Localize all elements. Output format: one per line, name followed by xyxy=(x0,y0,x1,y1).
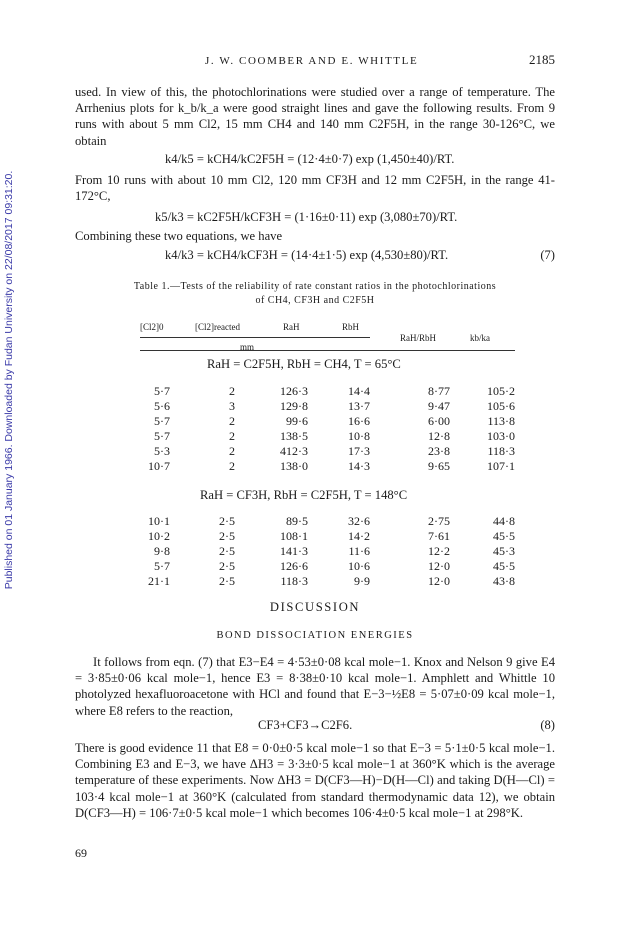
paragraph-discussion-1: It follows from eqn. (7) that E3−E4 = 4·53±0·08 kcal mole−1. Knox and Nelson 9 give E4 = 3·85±0·06 kcal mole−1, hence E3 = 8·38±0·10 kcal mole−1. Amphlett and Whittle 10 photolyzed hexafluoroacetone with HCl and found that E−3−½E8 = 5·07±0·09 kcal mole−1, where E8 refers to the reaction, xyxy=(75,655,555,718)
table-cell-cl2-reacted: 2·5 xyxy=(219,544,235,558)
download-notice xyxy=(2,150,16,610)
footer-page-number: 69 xyxy=(75,846,87,860)
download-notice-text: Published on 01 January 1966. Downloaded by Fudan University on 22/08/2017 09:31:20. xyxy=(3,170,15,590)
equation-8: CF3+CF3→C2F6. xyxy=(258,718,353,732)
table-cell-cl2-initial: 9·8 xyxy=(154,544,170,558)
equation-k4-k5: k4/k5 = kCH4/kC2F5H = (12·4±0·7) exp (1,450±40)/RT. xyxy=(165,152,455,166)
table-cell-kb-ka: 43·8 xyxy=(493,574,515,588)
col-header-cl2-reacted: [Cl2]reacted xyxy=(195,322,240,332)
section1-title: RaH = C2F5H, RbH = CH4, T = 65°C xyxy=(207,357,401,371)
table-cell-cl2-initial: 5·6 xyxy=(154,399,170,413)
equation-k5-k3: k5/k3 = kC2F5H/kCF3H = (1·16±0·11) exp (3,080±70)/RT. xyxy=(155,210,458,224)
table-cell-cl2-reacted: 2 xyxy=(229,384,235,398)
table-cell-ratio: 8·77 xyxy=(428,384,450,398)
table-cell-rbh: 10·8 xyxy=(348,429,370,443)
equation-number-8: (8) xyxy=(540,718,555,732)
table-caption-line2: of CH4, CF3H and C2F5H xyxy=(255,295,375,306)
table-cell-ratio: 12·0 xyxy=(428,574,450,588)
paragraph-cf3h-runs: From 10 runs with about 10 mm Cl2, 120 mm CF3H and 12 mm C2F5H, in the range 41-172°C, xyxy=(75,173,555,204)
table-cell-rah: 141·3 xyxy=(280,544,308,558)
table-cell-rah: 99·6 xyxy=(286,414,308,428)
table-cell-ratio: 6·00 xyxy=(428,414,450,428)
table-top-rule xyxy=(140,350,515,351)
table-cell-kb-ka: 45·5 xyxy=(493,559,515,573)
table-cell-rah: 108·1 xyxy=(280,529,308,543)
table-cell-ratio: 12·0 xyxy=(428,559,450,573)
paragraph-combining: Combining these two equations, we have xyxy=(75,229,283,243)
table-cell-cl2-reacted: 2·5 xyxy=(219,514,235,528)
table-cell-rbh: 32·6 xyxy=(348,514,370,528)
table-cell-cl2-initial: 5·3 xyxy=(154,444,170,458)
col-header-rah: RaH xyxy=(283,322,300,332)
table-cell-ratio: 9·65 xyxy=(428,459,450,473)
table-cell-ratio: 9·47 xyxy=(428,399,450,413)
table-cell-rah: 412·3 xyxy=(280,444,308,458)
table-cell-rah: 89·5 xyxy=(286,514,308,528)
table-cell-kb-ka: 44·8 xyxy=(493,514,515,528)
table-cell-kb-ka: 105·6 xyxy=(487,399,515,413)
table-cell-rah: 129·8 xyxy=(280,399,308,413)
table-cell-rbh: 14·2 xyxy=(348,529,370,543)
table-cell-kb-ka: 113·8 xyxy=(487,414,515,428)
table-cell-kb-ka: 118·3 xyxy=(487,444,515,458)
table-cell-rbh: 16·6 xyxy=(348,414,370,428)
table-cell-cl2-reacted: 2·5 xyxy=(219,574,235,588)
table-cell-ratio: 23·8 xyxy=(428,444,450,458)
col-header-cl2-initial: [Cl2]0 xyxy=(140,322,164,332)
table-cell-kb-ka: 45·3 xyxy=(493,544,515,558)
table-caption xyxy=(75,280,555,308)
table-cell-rbh: 14·3 xyxy=(348,459,370,473)
table-cell-kb-ka: 103·0 xyxy=(487,429,515,443)
table-caption-line1: Table 1.—Tests of the reliability of rate constant ratios in the photochlorinations xyxy=(133,281,497,292)
equation-number-7: (7) xyxy=(540,248,555,262)
table-cell-cl2-initial: 10·1 xyxy=(148,514,170,528)
table-cell-ratio: 7·61 xyxy=(428,529,450,543)
col-header-kb-ka: kb/ka xyxy=(470,333,490,343)
table-cell-cl2-initial: 5·7 xyxy=(154,429,170,443)
table-cell-cl2-reacted: 2 xyxy=(229,429,235,443)
bond-energies-subheading: BOND DISSOCIATION ENERGIES xyxy=(216,630,414,641)
table-cell-rbh: 11·6 xyxy=(348,544,370,558)
table-cell-cl2-initial: 5·7 xyxy=(154,559,170,573)
paragraph-intro: used. In view of this, the photochlorinations were studied over a range of temperature. The Arrhenius plots for k_b/k_a were good straight lines and gave the following results. From 9 runs with about 5 mm Cl2, 15 mm CH4 and 140 mm C2F5H, in the range 30-126°C, we obtain xyxy=(75,85,555,148)
header-authors: J. W. COOMBER AND E. WHITTLE xyxy=(205,55,419,67)
table-cell-cl2-reacted: 2 xyxy=(229,444,235,458)
table-cell-rah: 126·3 xyxy=(280,384,308,398)
header-rule xyxy=(140,337,370,338)
paragraph-discussion-2: There is good evidence 11 that E8 = 0·0±0·5 kcal mole−1 so that E−3 = 5·1±0·5 kcal mole−1. Combining E3 and E−3, we have ΔH3 = 3·3±0·5 kcal mole−1 at 360°K which is the average temperature of these experiments. Now ΔH3 = D(CF3—H)−D(H—Cl) and taking D(H—Cl) = 103·4 kcal mole−1 at 360°K (calculated from standard thermodynamic data 12), we obtain D(CF3—H) = 106·7±0·5 kcal mole−1 which becomes 106·4±0·5 kcal mole−1 at 298°K. xyxy=(75,741,555,820)
table-cell-cl2-reacted: 3 xyxy=(229,399,235,413)
table-cell-cl2-initial: 10·2 xyxy=(148,529,170,543)
table-cell-rbh: 10·6 xyxy=(348,559,370,573)
col-header-rbh: RbH xyxy=(342,322,360,332)
table-cell-cl2-initial: 5·7 xyxy=(154,384,170,398)
table-cell-kb-ka: 45·5 xyxy=(493,529,515,543)
discussion-heading: DISCUSSION xyxy=(269,600,361,614)
unit-label-mm: mm xyxy=(240,342,255,352)
table-cell-kb-ka: 105·2 xyxy=(487,384,515,398)
section2-title: RaH = CF3H, RbH = C2F5H, T = 148°C xyxy=(200,488,408,502)
col-header-ratio: RaH/RbH xyxy=(400,333,436,343)
running-header xyxy=(75,52,555,72)
header-page-number: 2185 xyxy=(529,52,555,67)
table-cell-kb-ka: 107·1 xyxy=(487,459,515,473)
equation-k4-k3: k4/k3 = kCH4/kCF3H = (14·4±1·5) exp (4,530±80)/RT. xyxy=(165,248,449,262)
table-cell-cl2-reacted: 2 xyxy=(229,414,235,428)
table-cell-rah: 138·5 xyxy=(280,429,308,443)
table-cell-rbh: 17·3 xyxy=(348,444,370,458)
table-cell-rah: 126·6 xyxy=(280,559,308,573)
table-cell-ratio: 2·75 xyxy=(428,514,450,528)
table-cell-rbh: 13·7 xyxy=(348,399,370,413)
table-cell-cl2-reacted: 2·5 xyxy=(219,559,235,573)
table-cell-ratio: 12·8 xyxy=(428,429,450,443)
table-cell-cl2-reacted: 2 xyxy=(229,459,235,473)
table-cell-rah: 118·3 xyxy=(280,574,308,588)
table-cell-rbh: 9·9 xyxy=(354,574,370,588)
table-cell-cl2-initial: 5·7 xyxy=(154,414,170,428)
table-cell-rah: 138·0 xyxy=(280,459,308,473)
table-cell-ratio: 12·2 xyxy=(428,544,450,558)
table-cell-cl2-initial: 21·1 xyxy=(148,574,170,588)
table-cell-cl2-reacted: 2·5 xyxy=(219,529,235,543)
table-cell-rbh: 14·4 xyxy=(348,384,370,398)
table-cell-cl2-initial: 10·7 xyxy=(148,459,170,473)
